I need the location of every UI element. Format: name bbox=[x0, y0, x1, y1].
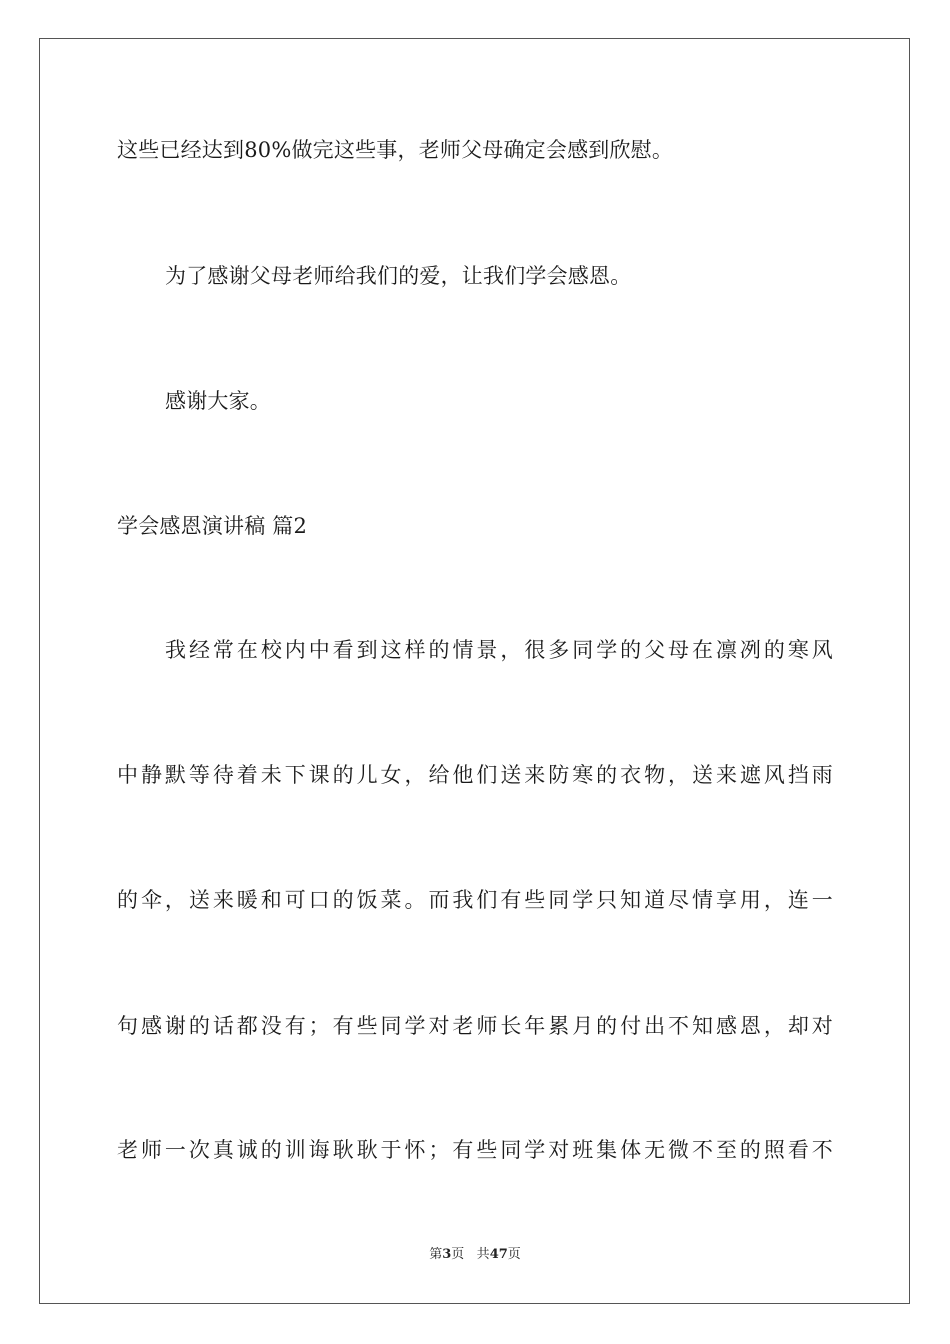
text-line-6: 中静默等待着未下课的儿女，给他们送来防寒的衣物，送来遮风挡雨 bbox=[117, 763, 833, 787]
footer-page-prefix: 第 bbox=[429, 1247, 443, 1262]
footer-total-prefix: 共 bbox=[476, 1247, 490, 1262]
text-line-1: 这些已经达到80%做完这些事，老师父母确定会感到欣慰。 bbox=[117, 138, 674, 162]
text-line-5: 我经常在校内中看到这样的情景，很多同学的父母在凛冽的寒风 bbox=[165, 638, 833, 662]
footer-total-pages: 47 bbox=[489, 1247, 508, 1262]
text-line-7: 的伞，送来暖和可口的饭菜。而我们有些同学只知道尽情享用，连一 bbox=[117, 888, 833, 912]
footer-page-number: 3 bbox=[442, 1247, 452, 1262]
text-line-3: 感谢大家。 bbox=[165, 389, 271, 413]
footer-page-suffix: 页 bbox=[451, 1247, 465, 1262]
section-heading: 学会感恩演讲稿 篇2 bbox=[117, 514, 308, 538]
text-line-2: 为了感谢父母老师给我们的爱，让我们学会感恩。 bbox=[165, 264, 632, 288]
text-line-9: 老师一次真诚的训诲耿耿于怀；有些同学对班集体无微不至的照看不 bbox=[117, 1138, 833, 1162]
page-footer bbox=[0, 1246, 950, 1264]
page-border bbox=[39, 38, 910, 1304]
footer-total-suffix: 页 bbox=[507, 1247, 521, 1262]
text-line-8: 句感谢的话都没有；有些同学对老师长年累月的付出不知感恩，却对 bbox=[117, 1014, 833, 1038]
